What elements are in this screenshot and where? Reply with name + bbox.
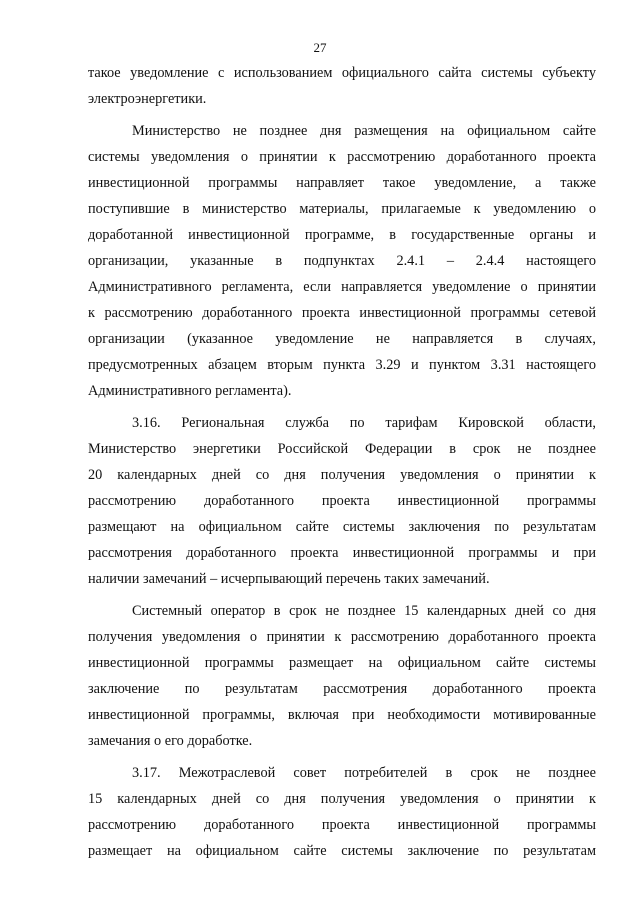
text-line: организации (указанное уведомление не направляется в случаях, <box>88 331 596 347</box>
text-line: размещают на официальном сайте системы заключения по результатам <box>88 519 596 535</box>
text-line: такое уведомление с использованием официального сайта системы субъекту <box>88 65 596 81</box>
text-line: инвестиционной программы, включая при необходимости мотивированные <box>88 707 596 723</box>
text-line: 3.17. Межотраслевой совет потребителей в срок не позднее <box>132 765 596 781</box>
document-body <box>88 60 596 864</box>
text-line: Министерство не позднее дня размещения на официальном сайте <box>132 123 596 139</box>
text-line: получения уведомления о принятии к рассмотрению доработанного проекта <box>88 629 596 645</box>
text-line: наличии замечаний – исчерпывающий перечень таких замечаний. <box>88 571 490 587</box>
text-line: организации, указанные в подпунктах 2.4.1 – 2.4.4 настоящего <box>88 253 596 269</box>
page-number: 27 <box>313 40 327 55</box>
text-line: заключение по результатам рассмотрения доработанного проекта <box>88 681 596 697</box>
text-line: электроэнергетики. <box>88 91 207 107</box>
text-line: 15 календарных дней со дня получения уведомления о принятии к <box>88 791 596 807</box>
text-line: размещает на официальном сайте системы заключение по результатам <box>88 843 596 859</box>
text-line: замечания о его доработке. <box>88 733 253 749</box>
text-line: системы уведомления о принятии к рассмотрению доработанного проекта <box>88 149 596 165</box>
text-line: к рассмотрению доработанного проекта инвестиционной программы сетевой <box>88 305 596 321</box>
text-line: Министерство энергетики Российской Федерации в срок не позднее <box>88 441 596 457</box>
text-line: рассмотрению доработанного проекта инвестиционной программы <box>88 817 596 833</box>
text-line: предусмотренных абзацем вторым пункта 3.29 и пунктом 3.31 настоящего <box>88 357 596 373</box>
text-line: 3.16. Региональная служба по тарифам Кировской области, <box>132 415 596 431</box>
text-line: 20 календарных дней со дня получения уведомления о принятии к <box>88 467 596 483</box>
text-line: Административного регламента). <box>88 383 292 399</box>
text-line: рассмотрению доработанного проекта инвестиционной программы <box>88 493 596 509</box>
text-line: рассмотрения доработанного проекта инвестиционной программы и при <box>88 545 596 561</box>
text-line: поступившие в министерство материалы, прилагаемые к уведомлению о <box>88 201 596 217</box>
text-line: инвестиционной программы размещает на официальном сайте системы <box>88 655 596 671</box>
text-line: Административного регламента, если направляется уведомление о принятии <box>88 279 596 295</box>
text-line: инвестиционной программы направляет такое уведомление, а также <box>88 175 596 191</box>
text-line: доработанной инвестиционной программе, в государственные органы и <box>88 227 596 243</box>
text-line: Системный оператор в срок не позднее 15 календарных дней со дня <box>132 603 596 619</box>
